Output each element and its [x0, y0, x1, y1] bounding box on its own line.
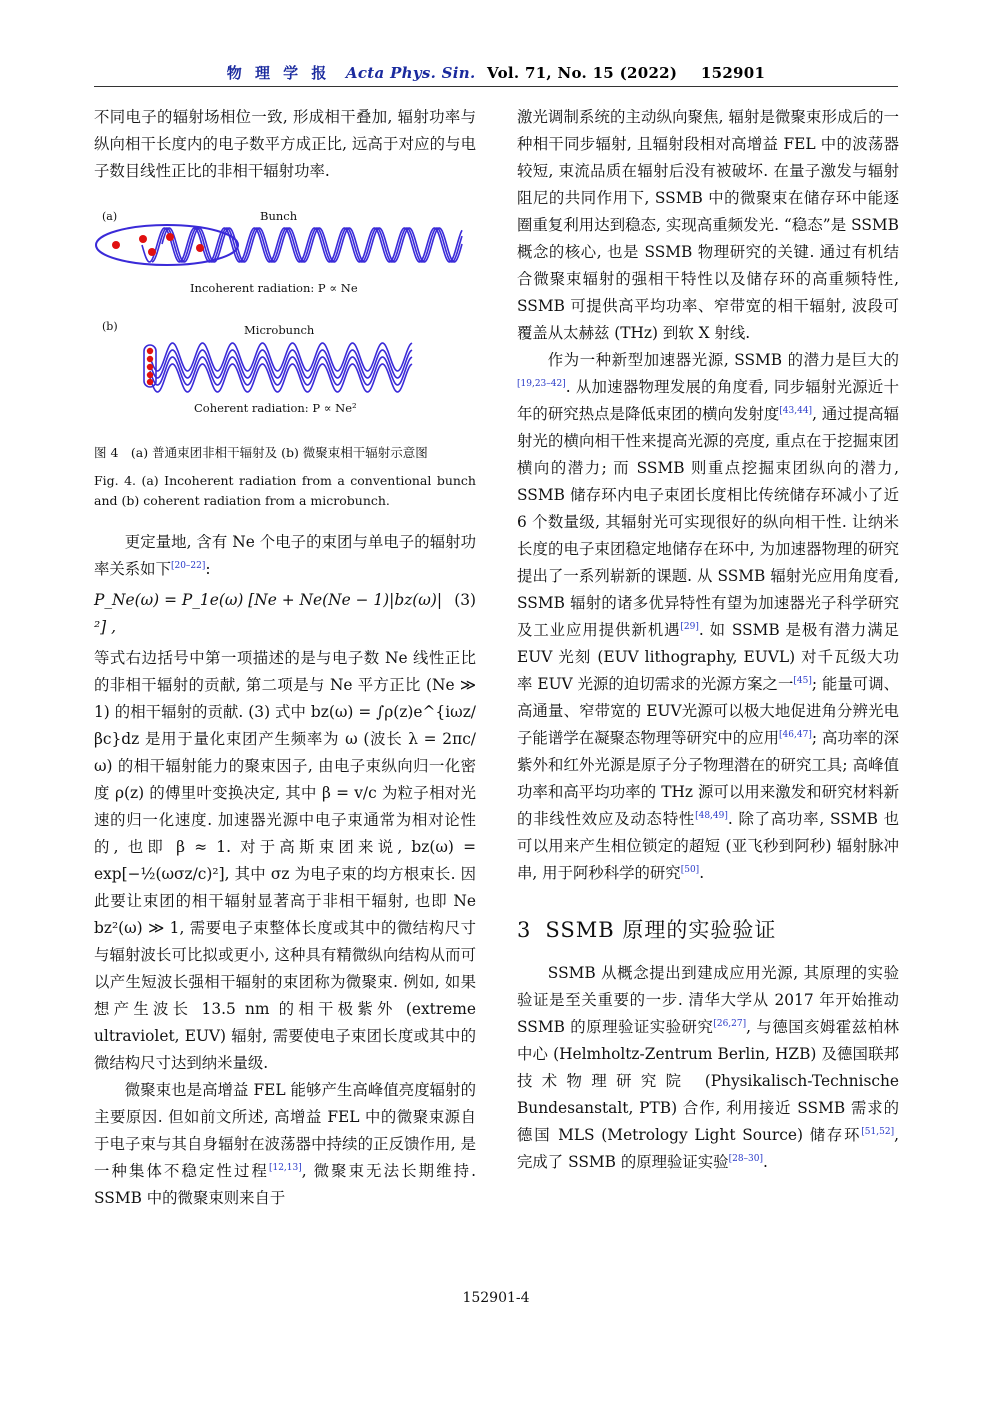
- page-number: 152901-4: [462, 1290, 530, 1306]
- figure-caption-a: Incoherent radiation: P ∝ Ne: [190, 281, 358, 295]
- section-heading: [517, 917, 899, 944]
- section-number: 3: [517, 918, 532, 942]
- article-number: 152901: [700, 64, 766, 82]
- left-paragraph-1: 不同电子的辐射场相位一致, 形成相干叠加, 辐射功率与纵向相干长度内的电子数平方成正比, 远高于对应的与电子数目线性正比的非相干辐射功率.: [94, 108, 476, 180]
- text-run: . 从加速器物理发展的角度看, 同步辐射光源近十年的研究热点是降低束团的横向发射度: [517, 378, 899, 423]
- electron-dot: [148, 248, 156, 256]
- text-run: 作为一种新型加速器光源, SSMB 的潜力是巨大的: [547, 351, 899, 369]
- p4-end: , 微聚束无法长期维持. SSMB 中的微聚束则来自于: [94, 1162, 476, 1207]
- citation[interactable]: [29]: [680, 621, 699, 632]
- electron-dot: [147, 372, 153, 378]
- figure-caption-b: Coherent radiation: P ∝ Ne²: [194, 401, 357, 415]
- left-paragraph-3: 等式右边括号中第一项描述的是与电子数 Ne 线性正比的非相干辐射的贡献, 第二项是与 Ne 平方正比 (Ne ≫ 1) 的相干辐射的贡献. (3) 式中 bz(ω) = ∫ρ(z)e^{iωz/βc}dz 是用于量化束团产生频率为 ω (波长 λ = 2πc/ω) 的相干辐射能力的聚束因子, 由电子束纵向归一化密度 ρ(z) 的傅里叶变换决定, 其中 β = v/c 为粒子相对光速的归一化速度. 加速器光源中电子束通常为相对论性的, 也即 β ≈ 1. 对于高斯束团来说, bz(ω) = exp[−½(ωσz/c)²], 其中 σz 为电子束的均方根束长. 因此要让束团的相干辐射显著高于非相干辐射, 也即 Ne bz²(ω) ≫ 1, 需要电子束整体长度或其中的微结构尺寸与辐射波长可比拟或更小, 这种具有精微纵向结构从而可以产生短波长强相干辐射的束团称为微聚束. 例如, 如果想产生波长 13.5 nm 的相干极紫外 (extreme ultraviolet, EUV) 辐射, 需要使电子束团长度或其中的微结构尺寸达到纳米量级.: [94, 649, 476, 1072]
- journal-name-cn: 物 理 学 报: [226, 64, 331, 82]
- header-rule: [94, 86, 898, 87]
- text-run: . 除了高功率, SSMB 也可以用来产生相位锁定的超短 (亚飞秒到阿秒) 辐射脉冲串, 用于阿秒科学的研究: [517, 810, 899, 882]
- p4-text: 微聚束也是高增益 FEL 能够产生高峰值亮度辐射的主要原因. 但如前文所述, 高增益 FEL 中的微聚束源自于电子束与其自身辐射在波荡器中持续的正反馈作用, 是一种集体不稳定性过程: [94, 1081, 476, 1180]
- bunch-wave-3: [162, 228, 462, 262]
- electron-dot: [147, 348, 153, 354]
- text-run: , 完成了 SSMB 的原理验证实验: [517, 1126, 899, 1171]
- left-paragraph-2: [94, 529, 476, 583]
- citation[interactable]: [50]: [680, 864, 700, 875]
- right-paragraph-3: [517, 960, 899, 1176]
- text-run: SSMB 从概念提出到建成应用光源, 其原理的实验验证是至关重要的一步. 清华大学从 2017 年开始推动 SSMB 的原理验证实验研究: [517, 964, 899, 1036]
- text-run: , 通过提高辐射光的横向相干性来提高光源的亮度, 重点在于挖掘束团横向的潜力; 而 SSMB 则重点挖掘束团纵向的潜力, SSMB 储存环内电子束团长度相比传统储存环减小了近 6 个数量级, 其辐射光可实现很好的纵向相干性. 让纳米长度的电子束团稳定地储存在环中, 为加速器物理的研究提出了一系列崭新的课题. 从 SSMB 辐射光应用角度看, SSMB 辐射的诸多优异特性有望为加速器光子科学研究及工业应用提供新机遇: [517, 405, 899, 639]
- electron-dot: [196, 244, 204, 252]
- right-column: [517, 104, 899, 1176]
- text-run: .: [763, 1153, 768, 1171]
- figure-label-b: (b): [102, 320, 118, 333]
- text-run: . 如 SSMB 是极有潜力满足 EUV 光刻 (EUV lithography, EUVL) 对千瓦级大功率 EUV 光源的迫切需求的光源方案之一: [517, 621, 899, 693]
- figure-label-a: (a): [102, 210, 118, 223]
- citation[interactable]: [43,44]: [779, 405, 813, 416]
- equation-3-body: P_Ne(ω) = P_1e(ω) [Ne + Ne(Ne − 1)|bz(ω)|²] ,: [94, 591, 443, 636]
- p2-end: :: [205, 560, 211, 578]
- volume-info: Vol. 71, No. 15 (2022): [487, 64, 678, 82]
- text-run: ; 高功率的深紫外和红外光源是原子分子物理潜在的研究工具; 高峰值功率和高平均功率的 THz 源可以用来激发和研究材料新的非线性效应及动态特性: [517, 729, 899, 828]
- microbunch-wave-1: [150, 343, 412, 371]
- text-run: , 与德国亥姆霍兹柏林中心 (Helmholtz-Zentrum Berlin, HZB) 及德国联邦技术物理研究院 (Physikalisch-Technische Bundesanstalt, PTB) 合作, 利用接近 SSMB 需求的德国 MLS (Metrology Light Source) 储存环: [517, 1018, 899, 1144]
- journal-name-en: Acta Phys. Sin.: [345, 64, 476, 82]
- electron-dot: [147, 379, 153, 385]
- right-paragraph-2: [517, 347, 899, 887]
- electron-dot: [166, 233, 174, 241]
- citation[interactable]: [20–22]: [170, 560, 206, 571]
- citation[interactable]: [45]: [793, 675, 812, 686]
- text-run: ; 能量可调、高通量、窄带宽的 EUV光源可以极大地促进角分辨光电子能谱学在凝聚态物理等研究中的应用: [517, 675, 900, 747]
- figure-4: [94, 201, 476, 433]
- electron-dot: [112, 241, 120, 249]
- equation-3-number: (3): [454, 591, 476, 609]
- electron-dot: [147, 364, 153, 370]
- left-column: [94, 104, 476, 1212]
- equation-3: [94, 587, 476, 641]
- section-title: SSMB 原理的实验验证: [545, 918, 777, 942]
- figure-caption-en: Fig. 4. (a) Incoherent radiation from a conventional bunch and (b) coherent radiation from a microbunch.: [94, 473, 476, 508]
- electron-dot: [139, 235, 147, 243]
- journal-header: [0, 62, 992, 83]
- text-run: .: [699, 864, 705, 882]
- citation[interactable]: [46,47]: [779, 729, 812, 740]
- figure-title-a: Bunch: [260, 209, 298, 223]
- citation[interactable]: [48,49]: [695, 810, 728, 821]
- right-paragraph-1: 激光调制系统的主动纵向聚焦, 辐射是微聚束形成后的一种相干同步辐射, 且辐射段相对高增益 FEL 中的波荡器较短, 束流品质在辐射后没有被破坏. 在量子激发与辐射阻尼的共同作用下, SSMB 中的微聚束在储存环中能逐圈重复利用达到稳态, 实现高重频发光. “稳态”是 SSMB 概念的核心, 也是 SSMB 物理研究的关键. 通过有机结合微聚束辐射的强相干特性以及储存环的高重频特性, SSMB 可提供高平均功率、窄带宽的相干辐射, 波段可覆盖从太赫兹 (THz) 到软 X 射线.: [517, 108, 899, 342]
- electron-dot: [147, 356, 153, 362]
- citation[interactable]: [26,27]: [713, 1018, 747, 1029]
- citation[interactable]: [19,23–42]: [517, 378, 566, 389]
- p2-text: 更定量地, 含有 Ne 个电子的束团与单电子的辐射功率关系如下: [94, 533, 476, 578]
- figure-title-b: Microbunch: [244, 323, 315, 337]
- citation[interactable]: [12,13]: [268, 1162, 302, 1173]
- figure-caption-cn: 图 4 (a) 普通束团非相干辐射及 (b) 微聚束相干辐射示意图: [94, 445, 428, 460]
- citation[interactable]: [28–30]: [728, 1153, 764, 1164]
- left-paragraph-4: [94, 1077, 476, 1212]
- citation[interactable]: [51,52]: [861, 1126, 895, 1137]
